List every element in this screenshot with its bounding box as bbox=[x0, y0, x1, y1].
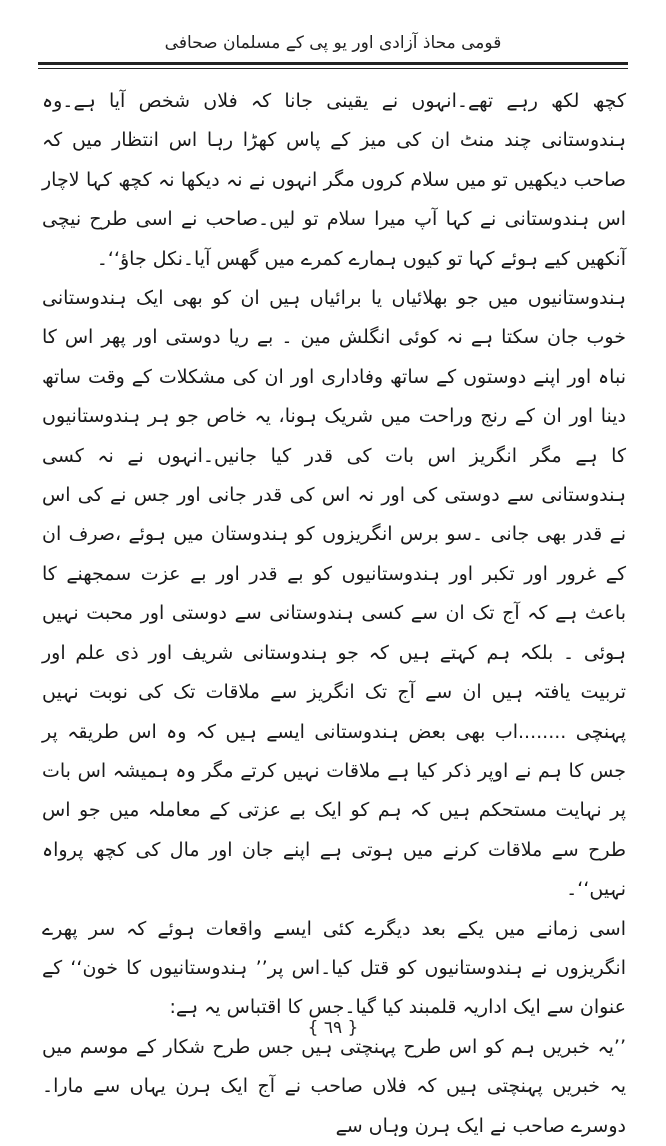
paragraph-3: اسی زمانے میں یکے بعد دیگرے کئی ایسے واقعات ہوئے کہ سر پھرے انگریزوں نے ہندوستانیوں کو قتل کیا۔اس پر’’ ہندوستانیوں کا خون‘‘ کے عنوان سے ایک اداریہ قلمبند کیا گیا۔جس کا اقتباس یہ ہے: bbox=[42, 917, 626, 1019]
page-body bbox=[42, 82, 626, 1146]
paragraph-2: ہندوستانیوں میں جو بھلائیاں یا برائیاں ہیں ان کو بھی ایک ہندوستانی خوب جان سکتا ہے نہ کوئی انگلش مین ۔ بے ریا دوستی اور پھر اس کا نباہ اور اپنے دوستوں کے ساتھ وفاداری اور ان کی مشکلات کے وقت ساتھ دینا اور ان کے رنج وراحت میں شریک ہونا، یہ خاص جو ہر ہندوستانیوں کا ہے مگر انگریز اس بات کی قدر کیا جانیں۔انہوں نے نہ کسی ہندوستانی سے دوستی کی اور نہ اس کی قدر جانی اور جس نے کی اس نے قدر بھی جانی ۔سو برس انگریزوں کو ہندوستان میں ہوئے ،صرف ان کے غرور اور تکبر اور ہندوستانیوں کو بے قدر اور بے عزت سمجھنے کا باعث ہے کہ آج تک ان سے کسی ہندوستانی سے دوستی اور محبت نہیں ہوئی ۔ بلکہ ہم کہتے ہیں کہ جو ہندوستانی شریف اور ذی علم اور تربیت یافتہ ہیں ان سے آج تک انگریز سے ملاقات تک کی نوبت نہیں پہنچی ........اب بھی بعض ہندوستانی ایسے ہیں کہ وہ اس طریقہ پر جس کا ہم نے اوپر ذکر کیا ہے ملاقات نہیں کرتے مگر وہ ہمیشہ اس بات پر نہایت مستحکم ہیں کہ ہم کو ایک بے عزتی کے معاملہ میں جو اس طرح سے ملاقات کرنے میں ہوتی ہے اپنے جان اور مال کی کچھ پرواہ نہیں‘‘۔ bbox=[42, 287, 626, 901]
running-header: قومی محاذ آزادی اور یو پی کے مسلمان صحافی bbox=[164, 33, 502, 53]
quoted-passage: ’’یہ خبریں ہم کو اس طرح پہنچتی ہیں جس طرح شکار کے موسم میں یہ خبریں پہنچتی ہیں کہ فلاں صاحب نے آج ایک ہرن یہاں سے مارا۔دوسرے صاحب نے ایک ہرن وہاں سے bbox=[42, 1035, 626, 1137]
header-rule-thin bbox=[38, 68, 628, 69]
header-rule-thick bbox=[38, 62, 628, 65]
paragraph-1: کچھ لکھ رہے تھے۔انہوں نے یقینی جانا کہ فلاں شخص آیا ہے۔وہ ہندوستانی چند منٹ ان کی میز کے پاس کھڑا رہا اس انتظار میں کہ صاحب دیکھیں تو میں سلام کروں مگر انہوں نے نہ دیکھا نہ کچھ کہا لاچار اس ہندوستانی نے کہا آپ میرا سلام تو لیں۔صاحب نے اسی طرح نیچی آنکھیں کیے ہوئے کہا تو کیوں ہمارے کمرے میں گھس آیا۔نکل جاؤ‘‘۔ bbox=[42, 90, 626, 270]
page-number: { ٦٩ } bbox=[307, 1018, 359, 1038]
